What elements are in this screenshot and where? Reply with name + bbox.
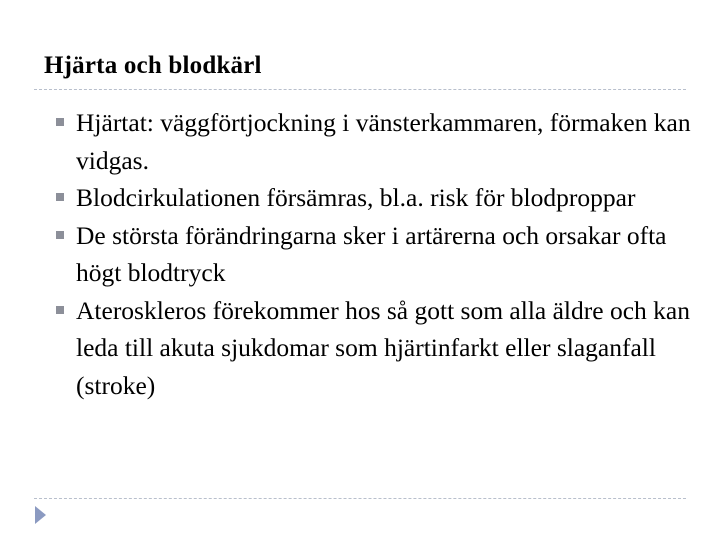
square-bullet-icon [56, 231, 64, 239]
slide-title: Hjärta och blodkärl [44, 52, 262, 79]
bullet-text: De största förändringarna sker i artärerna och orsakar ofta högt blodtryck [76, 220, 667, 287]
bullet-item [54, 104, 694, 179]
bullet-item [54, 217, 694, 292]
bullet-text: Blodcirkulationen försämras, bl.a. risk för blodproppar [76, 183, 636, 212]
square-bullet-icon [56, 118, 64, 126]
bullet-item [54, 179, 694, 217]
square-bullet-icon [56, 306, 64, 314]
square-bullet-icon [56, 193, 64, 201]
bullet-item [54, 292, 694, 405]
footer-divider [34, 498, 686, 499]
triangle-arrow-icon [35, 506, 46, 524]
bullet-text: Ateroskleros förekommer hos så gott som alla äldre och kan leda till akuta sjukdomar som hjärtinfarkt eller slaganfall (stroke) [76, 295, 690, 400]
title-divider [34, 89, 686, 90]
bullet-list [54, 104, 694, 404]
bullet-text: Hjärtat: väggförtjockning i vänsterkammaren, förmaken kan vidgas. [76, 108, 691, 175]
